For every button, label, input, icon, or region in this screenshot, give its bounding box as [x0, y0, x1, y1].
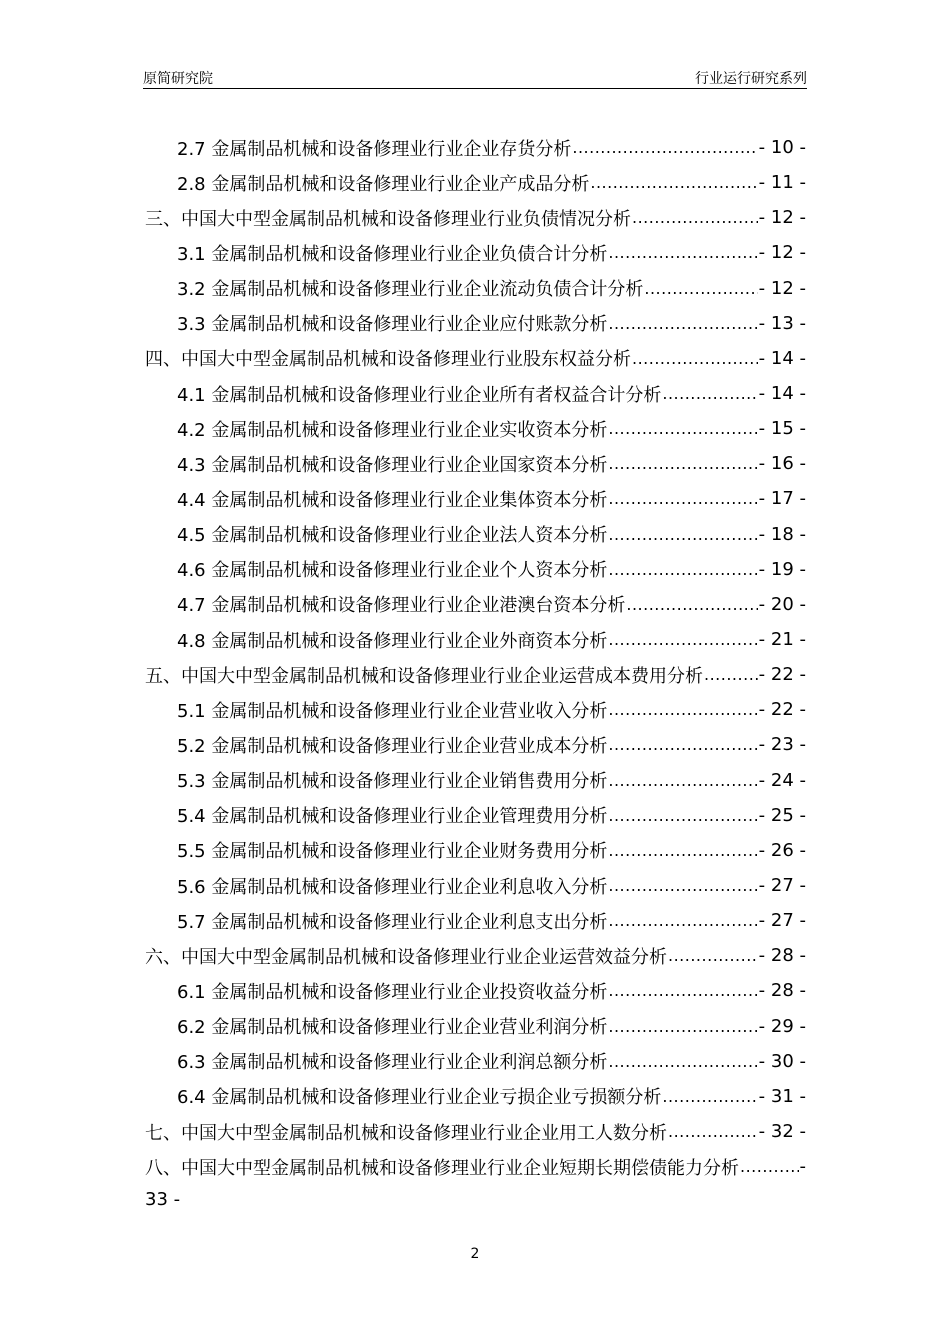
toc-entry[interactable] — [145, 727, 806, 762]
toc-entry-title: 2.7 金属制品机械和设备修理业行业企业存货分析 — [177, 138, 572, 160]
toc-entry-page: - 28 - — [758, 945, 806, 967]
toc-entry[interactable] — [145, 165, 806, 200]
toc-entry[interactable] — [145, 341, 806, 376]
toc-entry[interactable] — [145, 622, 806, 657]
toc-entry-page: - 25 - — [758, 804, 806, 826]
table-of-contents — [145, 130, 806, 1214]
toc-entry[interactable] — [145, 763, 806, 798]
toc-entry-page: - 14 - — [758, 347, 806, 369]
toc-entry-page: - 30 - — [758, 1050, 806, 1072]
toc-dot-leader — [740, 1157, 799, 1176]
toc-dot-leader — [608, 419, 757, 438]
toc-entry[interactable] — [145, 903, 806, 938]
toc-entry-title: 六、中国大中型金属制品机械和设备修理业行业企业运营效益分析 — [145, 946, 667, 968]
toc-entry[interactable] — [145, 481, 806, 516]
toc-entry-title: 3.2 金属制品机械和设备修理业行业企业流动负债合计分析 — [177, 279, 644, 301]
toc-dot-leader — [608, 525, 757, 544]
toc-entry[interactable] — [145, 376, 806, 411]
toc-entry-title: 4.4 金属制品机械和设备修理业行业企业集体资本分析 — [177, 489, 608, 511]
toc-entry-page: - 31 - — [758, 1085, 806, 1107]
page-header — [143, 66, 807, 89]
toc-dot-leader — [608, 735, 757, 754]
toc-entry-page: - 27 - — [758, 910, 806, 932]
toc-dot-leader — [704, 665, 758, 684]
toc-dot-leader — [608, 876, 757, 895]
toc-entry-title: 6.2 金属制品机械和设备修理业行业企业营业利润分析 — [177, 1017, 608, 1039]
toc-entry[interactable] — [145, 411, 806, 446]
toc-entry-page: - 22 - — [758, 699, 806, 721]
toc-entry[interactable] — [145, 692, 806, 727]
toc-entry-page: - 12 - — [758, 277, 806, 299]
toc-dot-leader — [572, 138, 757, 157]
toc-entry[interactable] — [145, 1079, 806, 1114]
toc-entry[interactable] — [145, 235, 806, 270]
toc-entry[interactable] — [145, 306, 806, 341]
toc-entry-page: - 24 - — [758, 769, 806, 791]
toc-dot-leader — [662, 384, 757, 403]
toc-entry-page-continuation: 33 - — [145, 1188, 181, 1210]
toc-entry[interactable] — [145, 200, 806, 235]
toc-dot-leader — [632, 208, 758, 227]
toc-entry[interactable] — [145, 798, 806, 833]
toc-dot-leader — [626, 595, 757, 614]
toc-dot-leader — [608, 700, 757, 719]
toc-entry[interactable] — [145, 973, 806, 1008]
toc-dot-leader — [662, 1087, 757, 1106]
toc-entry-title: 5.4 金属制品机械和设备修理业行业企业管理费用分析 — [177, 806, 608, 828]
toc-entry[interactable] — [145, 130, 806, 165]
toc-entry[interactable] — [145, 1009, 806, 1044]
toc-entry-title: 八、中国大中型金属制品机械和设备修理业行业企业短期长期偿债能力分析 — [145, 1157, 739, 1179]
toc-entry[interactable] — [145, 552, 806, 587]
toc-entry[interactable] — [145, 1114, 806, 1149]
toc-entry-title: 6.3 金属制品机械和设备修理业行业企业利润总额分析 — [177, 1052, 608, 1074]
toc-entry[interactable] — [145, 446, 806, 481]
toc-dot-leader — [608, 630, 757, 649]
toc-entry-page: - 20 - — [758, 593, 806, 615]
toc-dot-leader — [668, 946, 758, 965]
toc-dot-leader — [608, 1052, 757, 1071]
header-series-name: 行业运行研究系列 — [695, 71, 807, 87]
toc-dot-leader — [608, 841, 757, 860]
toc-dot-leader — [608, 489, 757, 508]
toc-entry-title: 5.2 金属制品机械和设备修理业行业企业营业成本分析 — [177, 735, 608, 757]
toc-dot-leader — [608, 560, 757, 579]
toc-entry-title: 三、中国大中型金属制品机械和设备修理业行业负债情况分析 — [145, 208, 631, 230]
toc-dot-leader — [608, 771, 757, 790]
toc-entry-page: - — [799, 1156, 806, 1178]
toc-entry-page: - 26 - — [758, 839, 806, 861]
toc-entry-page: - 18 - — [758, 523, 806, 545]
toc-entry-title: 四、中国大中型金属制品机械和设备修理业行业股东权益分析 — [145, 349, 631, 371]
toc-entry[interactable] — [145, 1149, 806, 1184]
toc-dot-leader — [590, 173, 757, 192]
toc-entry[interactable] — [145, 1044, 806, 1079]
toc-entry[interactable] — [145, 938, 806, 973]
toc-entry-title: 3.3 金属制品机械和设备修理业行业企业应付账款分析 — [177, 314, 608, 336]
toc-entry-page: - 17 - — [758, 488, 806, 510]
toc-entry[interactable] — [145, 657, 806, 692]
toc-entry-title: 5.1 金属制品机械和设备修理业行业企业营业收入分析 — [177, 700, 608, 722]
toc-entry-title: 4.2 金属制品机械和设备修理业行业企业实收资本分析 — [177, 419, 608, 441]
toc-dot-leader — [644, 279, 757, 298]
toc-dot-leader — [608, 981, 757, 1000]
toc-entry-page: - 13 - — [758, 312, 806, 334]
toc-entry-title: 6.4 金属制品机械和设备修理业行业企业亏损企业亏损额分析 — [177, 1087, 662, 1109]
toc-entry-title: 4.8 金属制品机械和设备修理业行业企业外商资本分析 — [177, 630, 608, 652]
toc-entry[interactable] — [145, 833, 806, 868]
toc-entry-title: 五、中国大中型金属制品机械和设备修理业行业企业运营成本费用分析 — [145, 665, 703, 687]
toc-entry-title: 2.8 金属制品机械和设备修理业行业企业产成品分析 — [177, 173, 590, 195]
toc-entry-page: - 32 - — [758, 1121, 806, 1142]
toc-dot-leader — [608, 1017, 757, 1036]
toc-dot-leader — [608, 243, 757, 262]
toc-entry-title: 5.6 金属制品机械和设备修理业行业企业利息收入分析 — [177, 876, 608, 898]
toc-entry-title: 3.1 金属制品机械和设备修理业行业企业负债合计分析 — [177, 243, 608, 265]
toc-entry-page: - 22 - — [758, 664, 806, 686]
toc-entry-page: - 14 - — [758, 383, 806, 405]
toc-entry-page: - 11 - — [758, 172, 806, 194]
toc-entry-title: 6.1 金属制品机械和设备修理业行业企业投资收益分析 — [177, 981, 608, 1003]
toc-entry-page: - 29 - — [758, 1015, 806, 1037]
toc-dot-leader — [608, 911, 757, 930]
toc-entry-page: - 27 - — [758, 875, 806, 897]
toc-entry-title: 七、中国大中型金属制品机械和设备修理业行业企业用工人数分析 — [145, 1122, 667, 1144]
toc-entry-page: - 10 - — [758, 137, 806, 159]
toc-entry-title: 4.3 金属制品机械和设备修理业行业企业国家资本分析 — [177, 454, 608, 476]
toc-dot-leader — [608, 806, 757, 825]
toc-entry[interactable] — [145, 587, 806, 622]
toc-dot-leader — [608, 454, 757, 473]
toc-entry-title: 5.5 金属制品机械和设备修理业行业企业财务费用分析 — [177, 841, 608, 863]
toc-entry-title: 4.1 金属制品机械和设备修理业行业企业所有者权益合计分析 — [177, 384, 662, 406]
toc-entry-title: 4.7 金属制品机械和设备修理业行业企业港澳台资本分析 — [177, 595, 626, 617]
toc-dot-leader — [668, 1122, 758, 1141]
toc-entry-title: 4.6 金属制品机械和设备修理业行业企业个人资本分析 — [177, 560, 608, 582]
toc-entry-page: - 23 - — [758, 734, 806, 756]
toc-entry[interactable] — [145, 271, 806, 306]
toc-entry-title: 5.3 金属制品机械和设备修理业行业企业销售费用分析 — [177, 771, 608, 793]
toc-entry-page: - 16 - — [758, 453, 806, 475]
toc-entry-page: - 28 - — [758, 980, 806, 1002]
toc-entry[interactable] — [145, 517, 806, 552]
header-org-name: 原简研究院 — [143, 71, 213, 87]
toc-entry[interactable] — [145, 868, 806, 903]
page-number: 2 — [470, 1246, 480, 1262]
toc-entry-title: 4.5 金属制品机械和设备修理业行业企业法人资本分析 — [177, 525, 608, 547]
toc-entry-page: - 21 - — [758, 629, 806, 651]
toc-dot-leader — [632, 349, 758, 368]
toc-entry-page: - 12 - — [758, 242, 806, 264]
toc-entry-title: 5.7 金属制品机械和设备修理业行业企业利息支出分析 — [177, 911, 608, 933]
toc-dot-leader — [608, 314, 757, 333]
toc-entry-page: - 19 - — [758, 558, 806, 580]
toc-entry-page: - 15 - — [758, 418, 806, 440]
toc-entry-page: - 12 - — [758, 207, 806, 229]
